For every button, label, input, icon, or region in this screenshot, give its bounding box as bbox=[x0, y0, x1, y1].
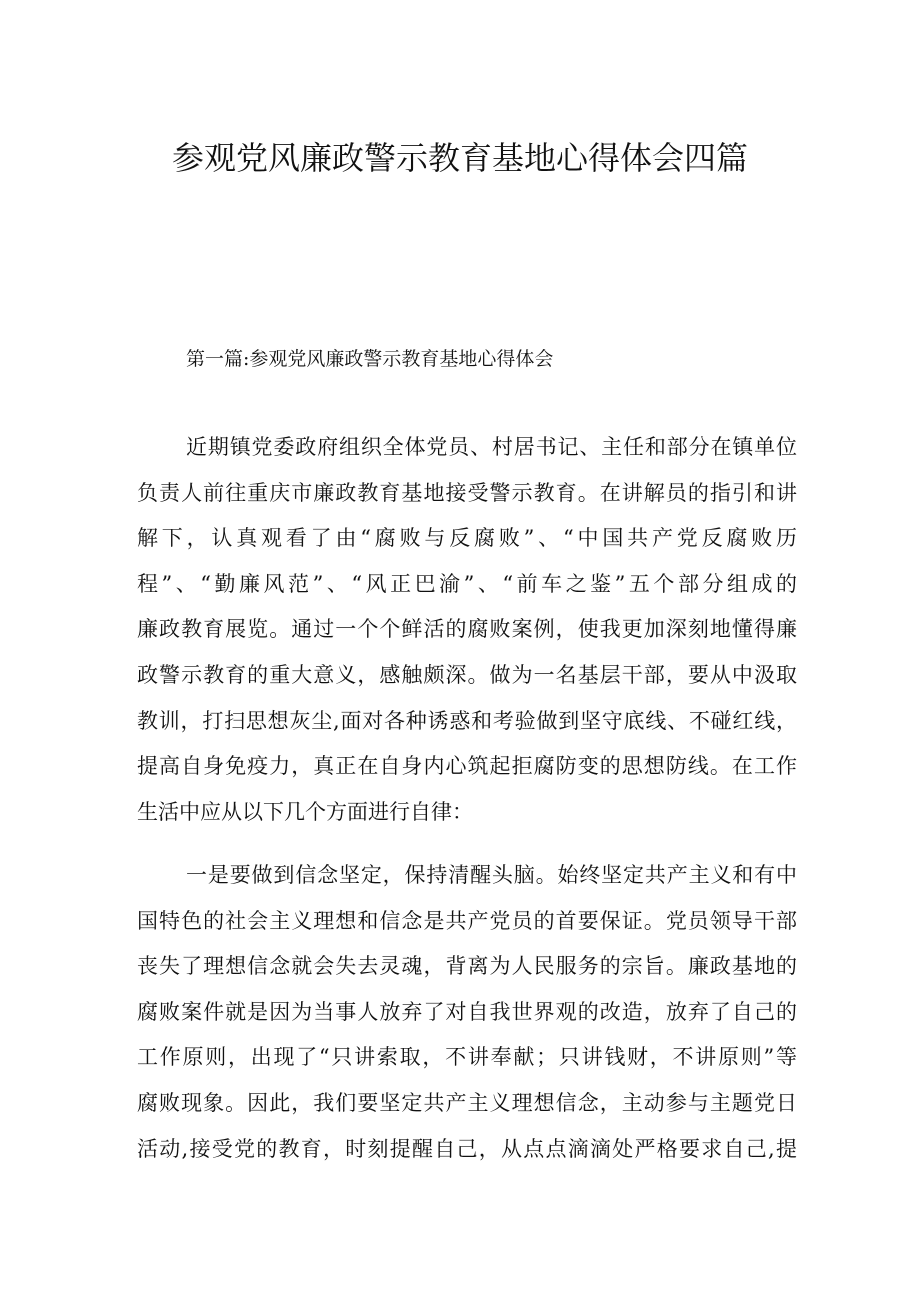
paragraph-line: 教训，打扫思想灰尘,面对各种诱惑和考验做到坚守底线、不碰红线， bbox=[137, 708, 797, 733]
paragraph-line: 近期镇党委政府组织全体党员、村居书记、主任和部分在镇单位 bbox=[186, 435, 797, 459]
paragraph-line: 国特色的社会主义理想和信念是共产党员的首要保证。党员领导干部 bbox=[137, 908, 797, 933]
paragraph bbox=[137, 425, 797, 835]
paragraph-line: 丧失了理想信念就会失去灵魂，背离为人民服务的宗旨。廉政基地的 bbox=[137, 954, 797, 979]
paragraph-line: 腐败案件就是因为当事人放弃了对自我世界观的改造，放弃了自己的 bbox=[137, 999, 797, 1024]
paragraph-line: 解下，认真观看了由“腐败与反腐败”、“中国共产党反腐败历 bbox=[137, 526, 797, 551]
paragraph-line: 腐败现象。因此，我们要坚定共产主义理想信念，主动参与主题党日 bbox=[137, 1090, 797, 1115]
paragraph-line: 一是要做到信念坚定，保持清醒头脑。始终坚定共产主义和有中 bbox=[186, 863, 797, 887]
paragraph-line: 程”、“勤廉风范”、“风正巴渝”、“前车之鉴”五个部分组成的 bbox=[137, 571, 797, 596]
paragraph-line: 提高自身免疫力，真正在自身内心筑起拒腐防变的思想防线。在工作 bbox=[137, 754, 797, 779]
paragraph-line: 政警示教育的重大意义，感触颇深。做为一名基层干部，要从中汲取 bbox=[137, 662, 797, 687]
page-title: 参观党风廉政警示教育基地心得体会四篇 bbox=[171, 139, 748, 178]
paragraph-line: 活动,接受党的教育，时刻提醒自己，从点点滴滴处严格要求自己,提 bbox=[137, 1136, 797, 1161]
paragraph-line: 生活中应从以下几个方面进行自律： bbox=[137, 799, 473, 824]
section-heading: 第一篇:参观党风廉政警示教育基地心得体会 bbox=[186, 348, 554, 370]
paragraph-line: 工作原则，出现了“只讲索取，不讲奉献；只讲钱财，不讲原则”等 bbox=[137, 1045, 797, 1070]
paragraph-line: 廉政教育展览。通过一个个鲜活的腐败案例，使我更加深刻地懂得廉 bbox=[137, 617, 797, 642]
paragraph-line: 负责人前往重庆市廉政教育基地接受警示教育。在讲解员的指引和讲 bbox=[137, 480, 797, 505]
paragraph bbox=[137, 853, 797, 1172]
